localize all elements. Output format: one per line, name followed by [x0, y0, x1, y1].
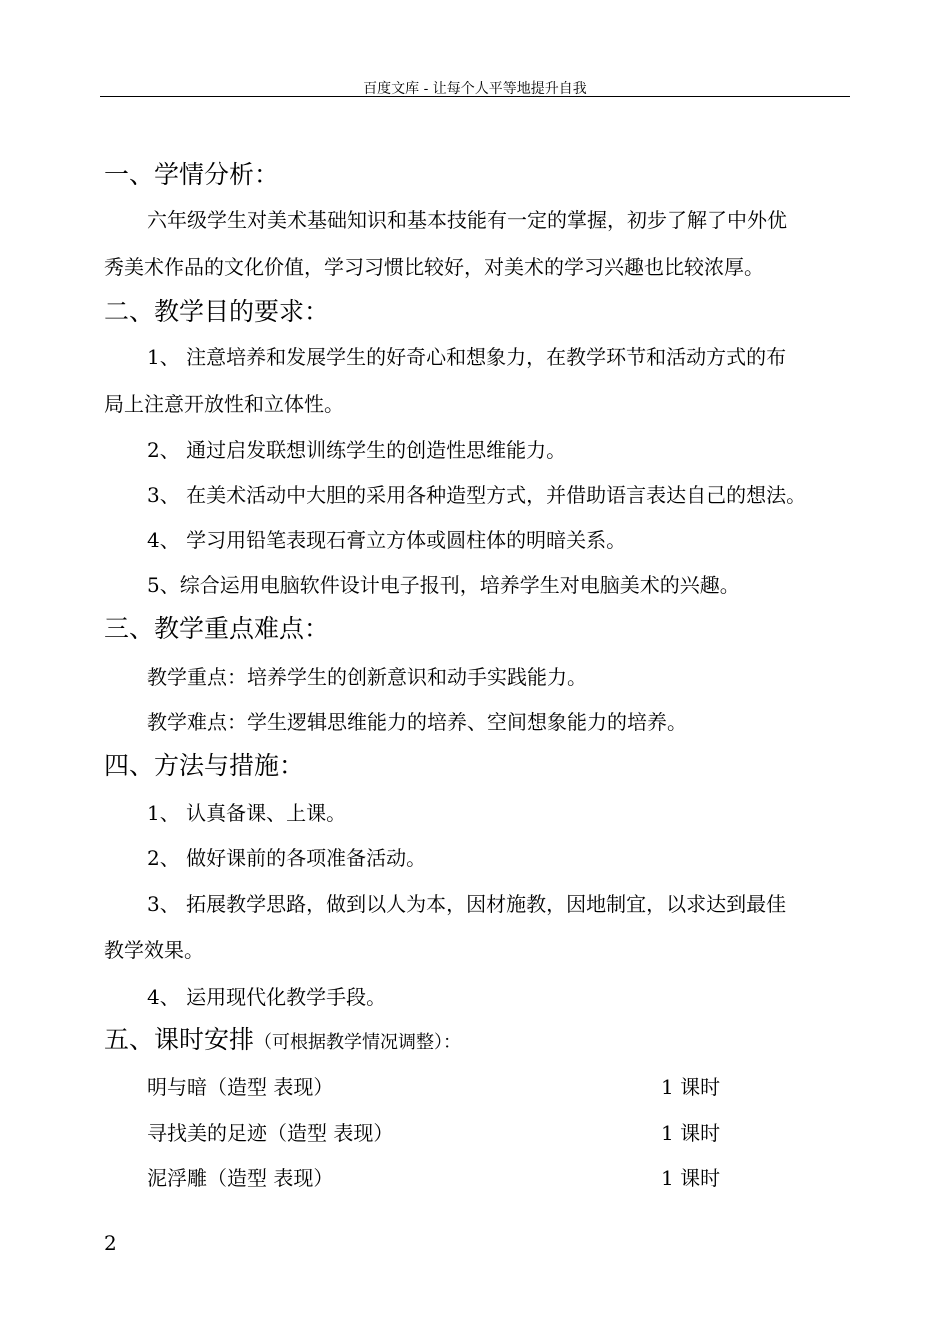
section-4-item-3-line-2: 教学效果。 [104, 938, 204, 962]
section-5-title-row [104, 1025, 461, 1058]
section-5-title: 五、课时安排 [104, 1025, 255, 1054]
section-3-title: 三、教学重点难点： [104, 614, 330, 643]
lesson-name: 明与暗（造型 表现） [147, 1075, 334, 1099]
section-3-focus: 教学重点：培养学生的创新意识和动手实践能力。 [147, 665, 587, 689]
lesson-hours: 1 课时 [661, 1075, 721, 1099]
section-2-item-4: 4、 学习用铅笔表现石膏立方体或圆柱体的明暗关系。 [147, 528, 627, 552]
section-5-note: （可根据教学情况调整）： [254, 1032, 462, 1053]
section-4-item-4: 4、 运用现代化教学手段。 [147, 985, 387, 1009]
section-2-item-1-line-2: 局上注意开放性和立体性。 [104, 392, 344, 416]
section-2-item-2: 2、 通过启发联想训练学生的创造性思维能力。 [147, 438, 567, 462]
lesson-hours: 1 课时 [661, 1121, 721, 1145]
section-2-item-1-line-1: 1、 注意培养和发展学生的好奇心和想象力，在教学环节和活动方式的布 [147, 345, 787, 369]
section-1-para-line-2: 秀美术作品的文化价值，学习习惯比较好，对美术的学习兴趣也比较浓厚。 [104, 255, 764, 279]
section-3-difficulty: 教学难点：学生逻辑思维能力的培养、空间想象能力的培养。 [147, 710, 687, 734]
section-1-title: 一、学情分析： [104, 160, 280, 189]
lesson-name: 寻找美的足迹（造型 表现） [147, 1121, 394, 1145]
section-4-item-1: 1、 认真备课、上课。 [147, 801, 347, 825]
section-2-item-3: 3、 在美术活动中大胆的采用各种造型方式，并借助语言表达自己的想法。 [147, 483, 807, 507]
section-4-title: 四、方法与措施： [104, 751, 305, 780]
lesson-hours: 1 课时 [661, 1166, 721, 1190]
section-1-para-line-1: 六年级学生对美术基础知识和基本技能有一定的掌握，初步了解了中外优 [147, 208, 787, 232]
section-2-title: 二、教学目的要求： [104, 297, 330, 326]
section-4-item-3-line-1: 3、 拓展教学思路，做到以人为本，因材施教，因地制宜，以求达到最佳 [147, 892, 787, 916]
header-rule [100, 96, 850, 97]
lesson-name: 泥浮雕（造型 表现） [147, 1166, 334, 1190]
page-header: 百度文库 - 让每个人平等地提升自我 [363, 81, 587, 97]
section-4-item-2: 2、 做好课前的各项准备活动。 [147, 846, 427, 870]
page-number: 2 [104, 1231, 117, 1255]
section-2-item-5: 5、综合运用电脑软件设计电子报刊，培养学生对电脑美术的兴趣。 [147, 573, 740, 597]
